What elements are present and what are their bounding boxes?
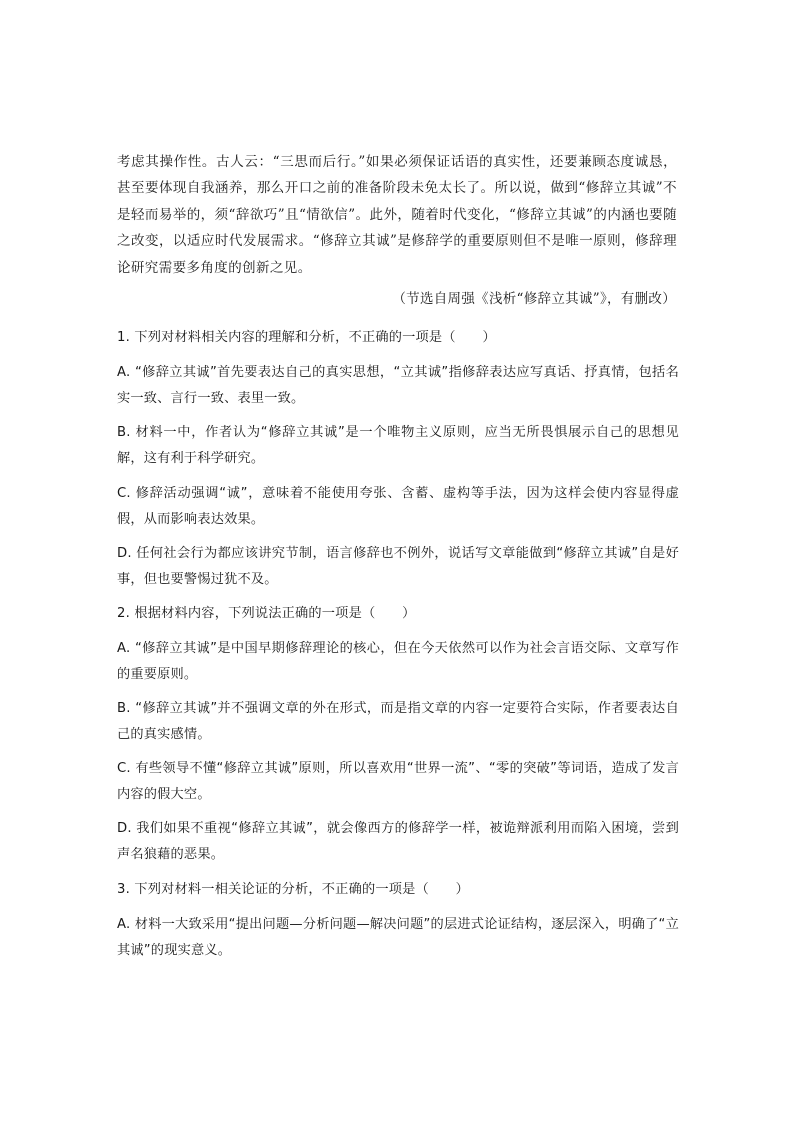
question-1-option-d: D. 任何社会行为都应该讲究节制，语言修辞也不例外，说话写文章能做到“修辞立其诚”自是好事，但也要警惕过犹不及。 <box>117 546 679 587</box>
question-2-option-c: C. 有些领导不懂“修辞立其诚”原则，所以喜欢用“世界一流”、“零的突破”等词语，造成了发言内容的假大空。 <box>117 761 679 802</box>
question-1-option-b: B. 材料一中，作者认为“修辞立其诚”是一个唯物主义原则，应当无所畏惧展示自己的思想见解，这有利于科学研究。 <box>117 425 679 466</box>
source-citation: （节选自周强《浅析“修辞立其诚”》，有删改） <box>392 291 676 307</box>
passage-paragraph: 考虑其操作性。古人云：“三思而后行。”如果必须保证话语的真实性，还要兼顾态度诚恳，甚至要体现自我涵养，那么开口之前的准备阶段未免太长了。所以说，做到“修辞立其诚”不是轻而易举的，须“辞欲巧”且“情欲信”。此外，随着时代变化，“修辞立其诚”的内涵也要随之改变，以适应时代发展需求。“修辞立其诚”是修辞学的重要原则但不是唯一原则，修辞理论研究需要多角度的创新之见。 <box>117 154 677 276</box>
question-2-stem: 2. 根据材料内容，下列说法正确的一项是（ ） <box>117 606 416 621</box>
reading-passage <box>117 149 677 281</box>
question-3-option-a: A. 材料一大致采用“提出问题—分析问题—解决问题”的层进式论证结构，逐层深入，明确了“立其诚”的现实意义。 <box>117 917 679 958</box>
question-1-option-a: A. “修辞立其诚”首先要表达自己的真实思想，“立其诚”指修辞表达应写真话、抒真情，包括名实一致、言行一致、表里一致。 <box>117 365 679 406</box>
question-1-stem: 1. 下列对材料相关内容的理解和分析，不正确的一项是（ ） <box>117 330 496 345</box>
question-2-option-d: D. 我们如果不重视“修辞立其诚”，就会像西方的修辞学一样，被诡辩派利用而陷入困境，尝到声名狼藉的恶果。 <box>117 821 679 862</box>
question-2-option-a: A. “修辞立其诚”是中国早期修辞理论的核心，但在今天依然可以作为社会言语交际、文章写作的重要原则。 <box>117 641 679 682</box>
question-2-option-b: B. “修辞立其诚”并不强调文章的外在形式，而是指文章的内容一定要符合实际，作者要表达自己的真实感情。 <box>117 701 679 742</box>
question-3-stem: 3. 下列对材料一相关论证的分析，不正确的一项是（ ） <box>117 882 470 897</box>
question-1-option-c: C. 修辞活动强调“诚”，意味着不能使用夸张、含蓄、虚构等手法，因为这样会使内容显得虚假，从而影响表达效果。 <box>117 486 679 527</box>
